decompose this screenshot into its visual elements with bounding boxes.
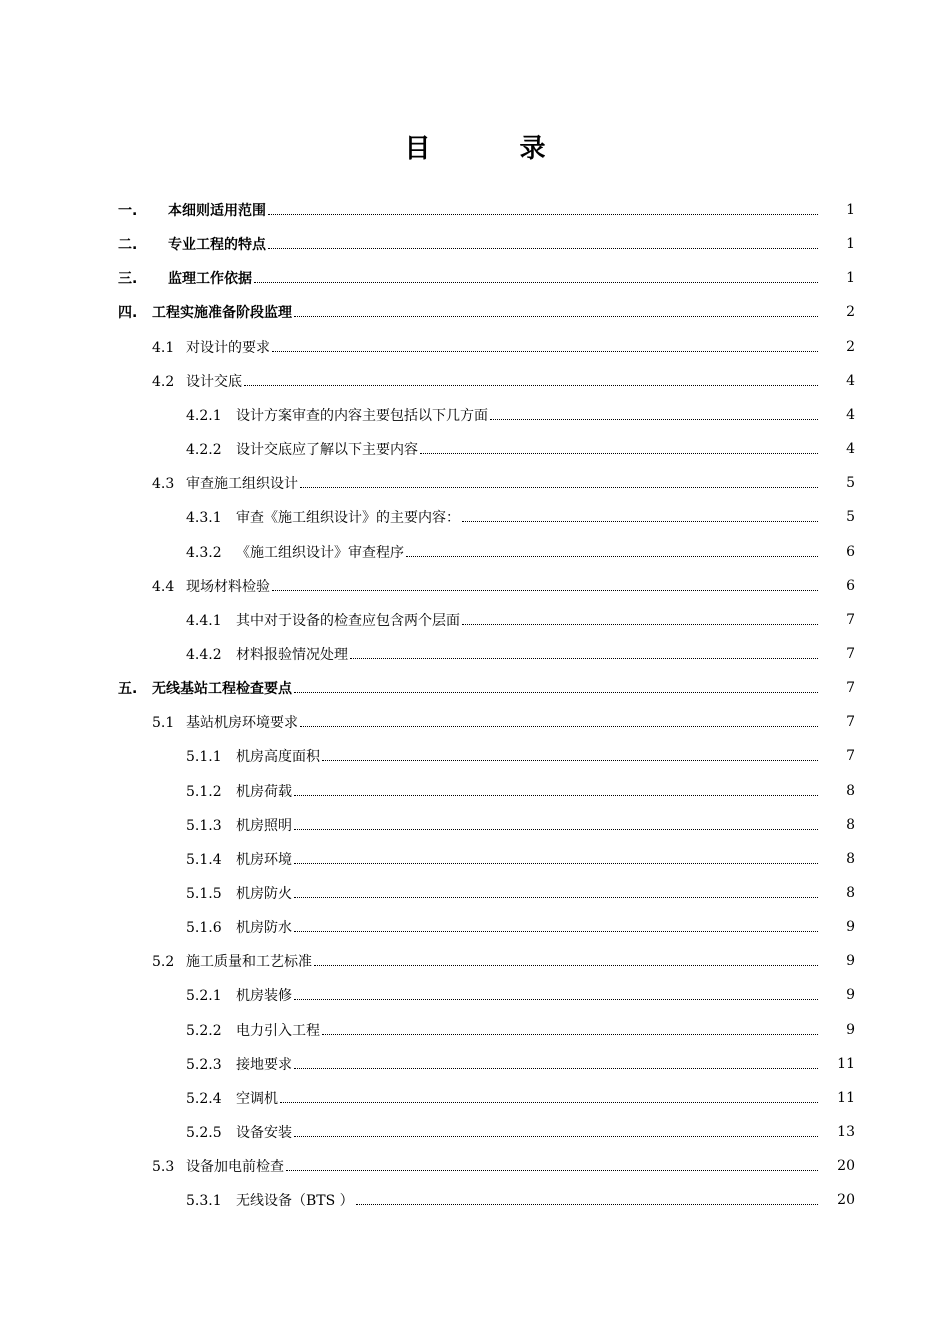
toc-item[interactable] <box>0 1013 950 1047</box>
toc-item[interactable] <box>0 944 950 978</box>
toc-item-page-number: 7 <box>846 680 855 697</box>
toc-item-label: 设计方案审查的内容主要包括以下几方面 <box>236 407 488 424</box>
toc-item-page-number: 13 <box>837 1124 855 1141</box>
toc-item-page-number: 5 <box>846 509 855 526</box>
toc-entry <box>186 917 820 937</box>
toc-entry <box>186 405 820 425</box>
toc-item-number: 四. <box>118 305 138 322</box>
toc-item-label: 监理工作依据 <box>168 271 252 288</box>
toc-item-page-number: 4 <box>846 406 855 423</box>
toc-item-page-number: 4 <box>846 372 855 389</box>
toc-item[interactable] <box>0 569 950 603</box>
toc-item[interactable] <box>0 1047 950 1081</box>
toc-item-label: 机房高度面积 <box>236 749 320 766</box>
toc-entry <box>152 337 820 357</box>
toc-item[interactable] <box>0 603 950 637</box>
toc-item-page-number: 9 <box>846 1021 855 1038</box>
toc-item-number: 4.3.2 <box>186 544 222 561</box>
toc-item-number: 5.3 <box>152 1159 175 1176</box>
toc-item-page-number: 8 <box>846 850 855 867</box>
toc-item-label: 机房照明 <box>236 817 292 834</box>
toc-entry <box>152 473 820 493</box>
toc-item-label: 机房防火 <box>236 886 292 902</box>
toc-entry <box>186 1190 820 1210</box>
toc-item-page-number: 9 <box>846 919 855 936</box>
dot-leader <box>254 281 818 283</box>
toc-item[interactable] <box>0 398 950 432</box>
dot-leader <box>244 384 818 386</box>
toc-item-label: 材料报验情况处理 <box>236 646 348 663</box>
toc-item[interactable] <box>0 261 950 295</box>
toc-item-number: 五. <box>118 681 138 698</box>
toc-item-page-number: 6 <box>846 577 855 594</box>
toc-item[interactable] <box>0 1149 950 1183</box>
toc-item-label: 专业工程的特点 <box>168 237 266 254</box>
toc-entry <box>186 985 820 1005</box>
toc-item-number: 4.4 <box>152 578 175 595</box>
toc-item-label: 审查《施工组织设计》的主要内容： <box>236 510 460 527</box>
dot-leader <box>462 520 818 522</box>
toc-entry <box>118 234 820 254</box>
toc-item[interactable] <box>0 432 950 466</box>
toc-item[interactable] <box>0 739 950 773</box>
toc-item-label: 电力引入工程 <box>236 1022 320 1039</box>
toc-item-page-number: 1 <box>846 270 855 287</box>
toc-item-label: 对设计的要求 <box>186 339 270 356</box>
toc-item-label: 机房环境 <box>236 851 292 868</box>
toc-item-label: 无线设备（BTS ） <box>236 1193 354 1210</box>
toc-item-label: 现场材料检验 <box>186 578 270 595</box>
toc-item-page-number: 2 <box>846 338 855 355</box>
toc-item-label: 设备加电前检查 <box>186 1159 284 1176</box>
toc-item-number: 5.1.5 <box>186 886 222 902</box>
toc-item-number: 5.1.1 <box>186 749 222 766</box>
dot-leader <box>272 589 818 591</box>
toc-item[interactable] <box>0 978 950 1012</box>
toc-item-number: 5.2.3 <box>186 1056 222 1073</box>
toc-entry <box>186 542 820 562</box>
toc-item-number: 5.2.1 <box>186 988 222 1005</box>
dot-leader <box>268 213 818 215</box>
toc-item-page-number: 2 <box>846 304 855 321</box>
dot-leader <box>406 555 818 557</box>
dot-leader <box>356 1203 818 1205</box>
dot-leader <box>294 998 818 1000</box>
dot-leader <box>294 1067 818 1069</box>
toc-item-number: 4.4.1 <box>186 612 222 629</box>
toc-item-page-number: 1 <box>846 202 855 218</box>
dot-leader <box>322 759 818 761</box>
dot-leader <box>294 691 818 693</box>
toc-item-label: 工程实施准备阶段监理 <box>152 305 292 322</box>
toc-item-label: 设计交底应了解以下主要内容 <box>236 442 418 459</box>
toc-item-number: 5.3.1 <box>186 1193 222 1210</box>
toc-item[interactable] <box>0 295 950 329</box>
toc-item-page-number: 8 <box>846 885 855 901</box>
toc-item-label: 施工质量和工艺标准 <box>186 954 312 971</box>
toc-item[interactable] <box>0 535 950 569</box>
toc-item-number: 4.1 <box>152 339 175 356</box>
toc-entry <box>118 302 820 322</box>
dot-leader <box>294 794 818 796</box>
toc-entry <box>186 439 820 459</box>
toc-item-number: 4.4.2 <box>186 646 222 663</box>
toc-entry <box>186 610 820 630</box>
toc-item[interactable] <box>0 808 950 842</box>
toc-item-number: 5.1.2 <box>186 783 222 800</box>
dot-leader <box>294 930 818 932</box>
toc-item-page-number: 5 <box>846 475 855 492</box>
toc-item[interactable] <box>0 705 950 739</box>
dot-leader <box>314 964 818 966</box>
toc-item[interactable] <box>0 227 950 261</box>
toc-item-page-number: 1 <box>846 236 855 253</box>
toc-item-label: 基站机房环境要求 <box>186 715 298 732</box>
dot-leader <box>322 1033 818 1035</box>
toc-entry <box>152 371 820 391</box>
toc-item[interactable] <box>0 774 950 808</box>
toc-entry <box>186 746 820 766</box>
toc-entry <box>186 1054 820 1074</box>
toc-item-number: 5.1.6 <box>186 920 222 937</box>
toc-entry <box>186 781 820 801</box>
toc-item-number: 5.2.2 <box>186 1022 222 1039</box>
toc-item[interactable] <box>0 330 950 364</box>
toc-item-label: 机房防水 <box>236 920 292 937</box>
toc-item-label: 其中对于设备的检查应包含两个层面 <box>236 612 460 629</box>
toc-item-page-number: 11 <box>837 1089 855 1106</box>
toc-item-number: 5.2.4 <box>186 1090 222 1107</box>
toc-item[interactable] <box>0 364 950 398</box>
dot-leader <box>294 315 818 317</box>
page-title: 目 录 <box>404 134 586 164</box>
toc-item-page-number: 7 <box>846 611 855 628</box>
toc-item-label: 接地要求 <box>236 1056 292 1073</box>
toc-item-number: 4.3 <box>152 476 175 493</box>
toc-item-number: 三. <box>118 271 138 288</box>
toc-item-number: 4.2.2 <box>186 442 222 459</box>
toc-item[interactable] <box>0 466 950 500</box>
toc-entry <box>186 1020 820 1040</box>
dot-leader <box>462 623 818 625</box>
toc-item-number: 5.2 <box>152 954 175 971</box>
toc-entry <box>186 1122 820 1142</box>
toc-item-page-number: 6 <box>846 543 855 560</box>
toc-item-page-number: 8 <box>846 782 855 799</box>
toc-item-number: 5.2.5 <box>186 1125 222 1142</box>
toc-item-label: 本细则适用范围 <box>168 203 266 219</box>
toc-item-number: 4.2 <box>152 373 175 390</box>
toc-item-label: 机房荷载 <box>236 783 292 800</box>
toc-item-label: 审查施工组织设计 <box>186 476 298 493</box>
toc-entry <box>118 678 820 698</box>
toc-item-label: 机房装修 <box>236 988 292 1005</box>
toc-item-number: 5.1.3 <box>186 817 222 834</box>
toc-item-page-number: 7 <box>846 645 855 662</box>
toc-item-number: 4.2.1 <box>186 407 222 424</box>
dot-leader <box>420 452 818 454</box>
toc-item-label: 设备安装 <box>236 1125 292 1142</box>
toc-item-label: 《施工组织设计》审查程序 <box>236 544 404 561</box>
toc-item-page-number: 7 <box>846 748 855 765</box>
toc-item-page-number: 9 <box>846 987 855 1004</box>
toc-item-number: 5.1 <box>152 715 175 732</box>
toc-item-page-number: 4 <box>846 441 855 458</box>
toc-entry <box>186 849 820 869</box>
dot-leader <box>272 350 818 352</box>
dot-leader <box>294 896 818 898</box>
toc-item[interactable] <box>0 1183 950 1217</box>
dot-leader <box>294 1135 818 1137</box>
toc-item-label: 设计交底 <box>186 373 242 390</box>
toc-entry <box>152 712 820 732</box>
toc-item-number: 二. <box>118 237 138 254</box>
toc-item[interactable] <box>0 193 950 227</box>
toc-item-label: 无线基站工程检查要点 <box>152 681 292 698</box>
dot-leader <box>300 486 818 488</box>
dot-leader <box>280 1101 818 1103</box>
toc-entry <box>152 1156 820 1176</box>
toc-entry <box>186 1088 820 1108</box>
toc-item[interactable] <box>0 1081 950 1115</box>
toc-entry <box>186 644 820 664</box>
dot-leader <box>294 828 818 830</box>
toc-entry <box>186 883 820 903</box>
toc-item-number: 一. <box>118 203 138 219</box>
toc-item-page-number: 20 <box>837 1158 855 1175</box>
toc-item-page-number: 20 <box>837 1192 855 1209</box>
toc-item[interactable] <box>0 842 950 876</box>
toc-entry <box>118 200 820 220</box>
toc-item-page-number: 7 <box>846 714 855 731</box>
toc-item[interactable] <box>0 671 950 705</box>
toc-item-page-number: 9 <box>846 953 855 970</box>
toc-entry <box>186 815 820 835</box>
dot-leader <box>286 1169 818 1171</box>
toc-item-page-number: 11 <box>837 1055 855 1072</box>
toc-item[interactable] <box>0 500 950 534</box>
dot-leader <box>490 418 818 420</box>
toc-item-label: 空调机 <box>236 1090 278 1107</box>
toc-entry <box>186 507 820 527</box>
toc-entry <box>118 268 820 288</box>
toc-entry <box>152 576 820 596</box>
dot-leader <box>300 725 818 727</box>
toc-entry <box>152 951 820 971</box>
dot-leader <box>350 657 818 659</box>
dot-leader <box>268 247 818 249</box>
toc-item-number: 5.1.4 <box>186 851 222 868</box>
toc-item[interactable] <box>0 637 950 671</box>
toc-item[interactable] <box>0 1115 950 1149</box>
dot-leader <box>294 862 818 864</box>
toc-item[interactable] <box>0 910 950 944</box>
toc-item[interactable] <box>0 876 950 910</box>
toc-item-number: 4.3.1 <box>186 510 222 527</box>
toc-item-page-number: 8 <box>846 816 855 833</box>
